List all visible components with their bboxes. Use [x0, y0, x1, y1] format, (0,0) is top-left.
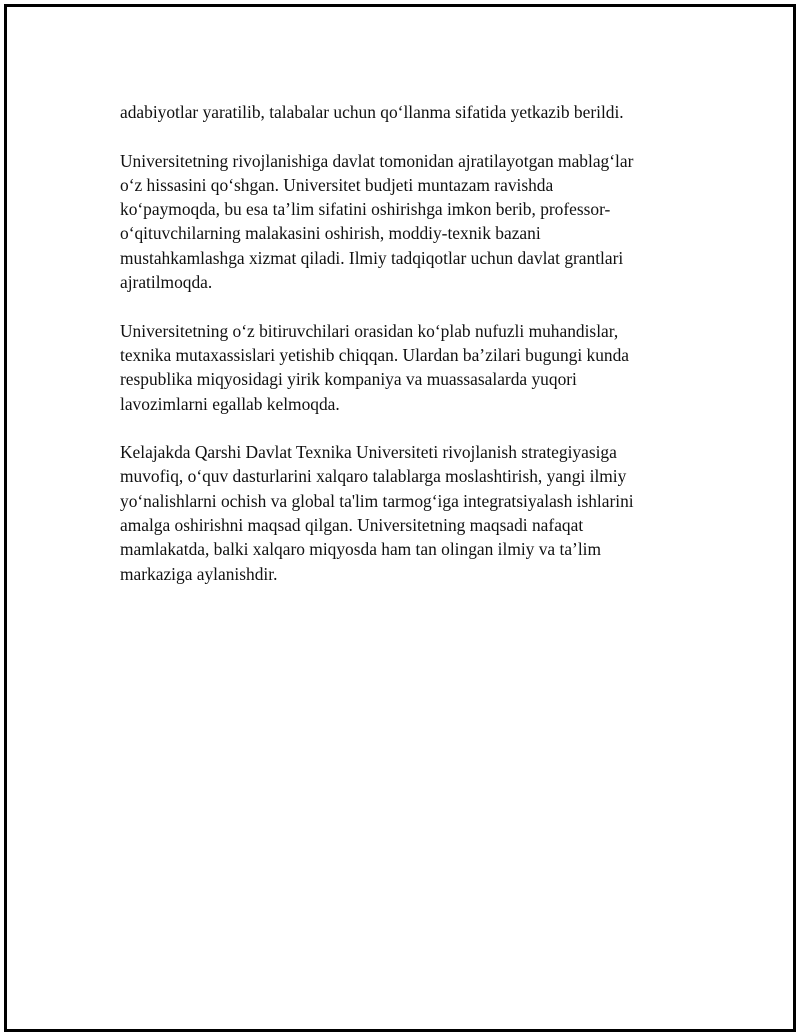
paragraph [120, 100, 680, 124]
text-line: yo‘nalishlarni ochish va global ta'lim tarmog‘iga integratsiyalash ishlarini [120, 490, 634, 511]
document-body [120, 100, 680, 610]
text-line: ko‘paymoqda, bu esa ta’lim sifatini oshirishga imkon berib, professor- [120, 199, 611, 220]
text-line: respublika miqyosidagi yirik kompaniya va muassasalarda yuqori [120, 369, 577, 390]
text-line: o‘qituvchilarning malakasini oshirish, moddiy-texnik bazani [120, 223, 541, 244]
paragraph [120, 440, 680, 586]
text-line: Universitetning o‘z bitiruvchilari orasidan ko‘plab nufuzli muhandislar, [120, 320, 619, 341]
text-line: muvofiq, o‘quv dasturlarini xalqaro talablarga moslashtirish, yangi ilmiy [120, 466, 627, 487]
text-line: ajratilmoqda. [120, 272, 213, 293]
paragraph [120, 319, 680, 416]
text-line: Kelajakda Qarshi Davlat Texnika Universiteti rivojlanish strategiyasiga [120, 442, 617, 463]
text-line: o‘z hissasini qo‘shgan. Universitet budjeti muntazam ravishda [120, 174, 554, 195]
text-line: texnika mutaxassislari yetishib chiqqan. Ulardan ba’zilari bugungi kunda [120, 344, 630, 365]
text-line: markaziga aylanishdir. [120, 563, 278, 584]
text-line: lavozimlarni egallab kelmoqda. [120, 393, 340, 414]
paragraph [120, 149, 680, 295]
text-line: mustahkamlashga xizmat qiladi. Ilmiy tadqiqotlar uchun davlat grantlari [120, 247, 624, 268]
text-line: Universitetning rivojlanishiga davlat tomonidan ajratilayotgan mablag‘lar [120, 150, 634, 171]
text-line: mamlakatda, balki xalqaro miqyosda ham tan olingan ilmiy va ta’lim [120, 539, 602, 560]
text-line: amalga oshirishni maqsad qilgan. Universitetning maqsadi nafaqat [120, 515, 584, 536]
text-line: adabiyotlar yaratilib, talabalar uchun qo‘llanma sifatida yetkazib berildi. [120, 102, 624, 122]
page-frame [4, 4, 796, 1032]
